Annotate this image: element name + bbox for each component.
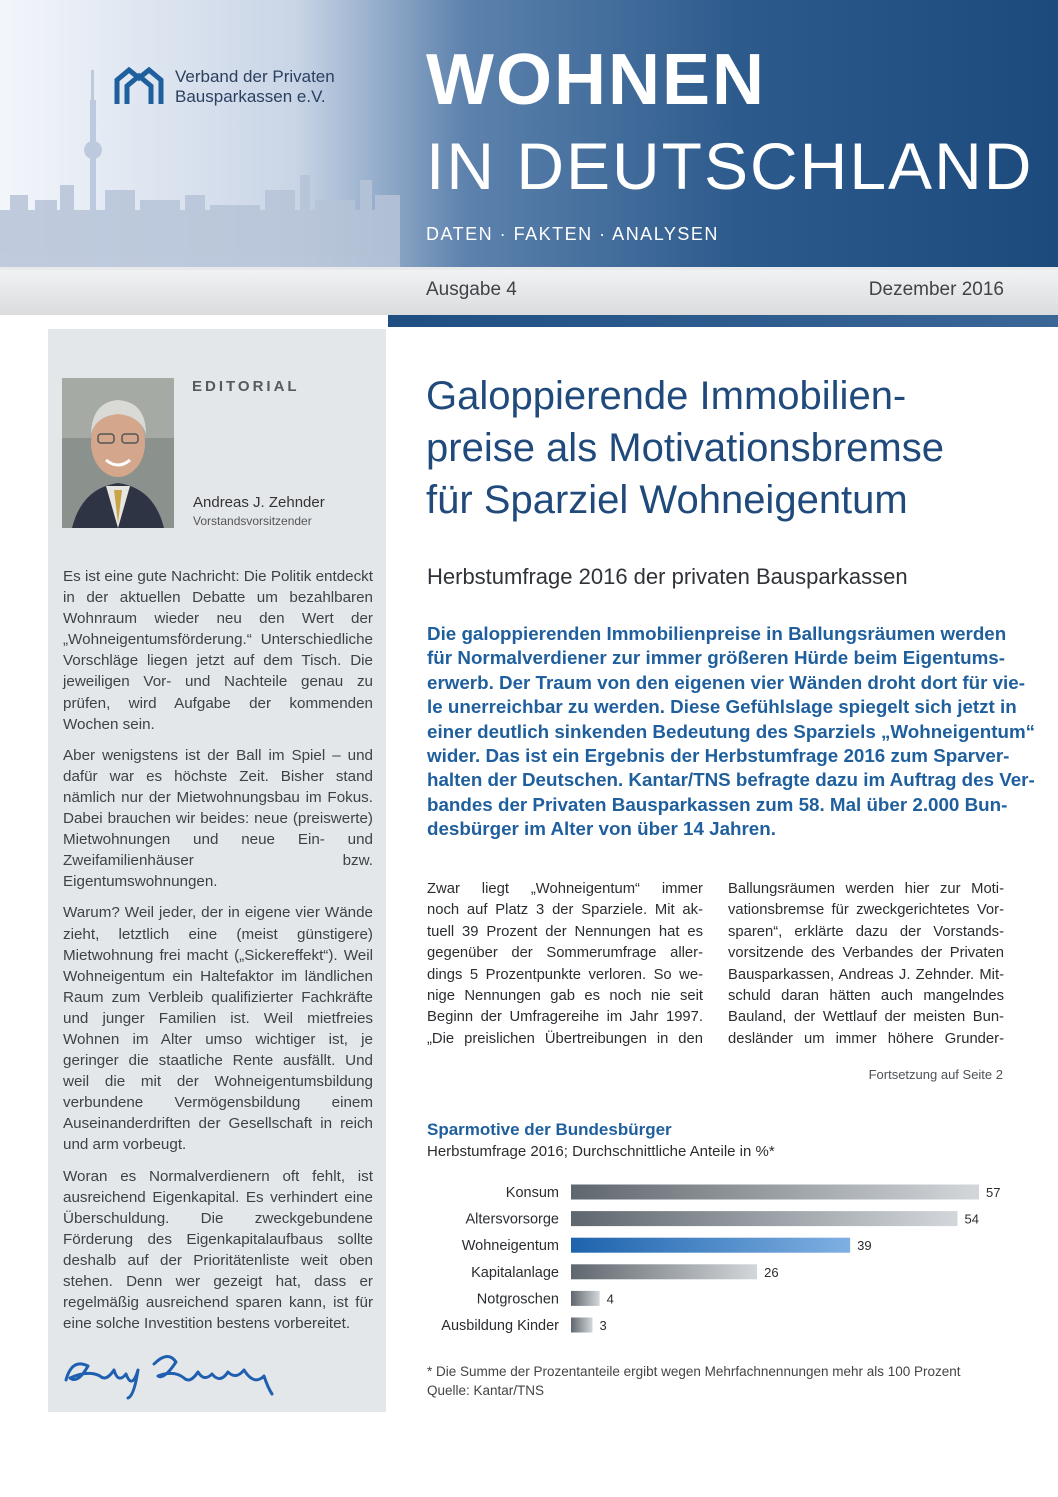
bar-notgroschen [571,1291,600,1306]
publication-title-line2: IN DEUTSCHLAND [426,129,1034,203]
author-portrait [62,378,174,528]
bar-ausbildung-kinder [571,1318,592,1333]
lead-line: einer deutlich sinkenden Bedeutung des Sparziels „Wohneigentum“ [427,720,1036,742]
continued-on-page-link[interactable]: Fortsetzung auf Seite 2 [868,1067,1003,1082]
publication-tagline: DATEN · FAKTEN · ANALYSEN [426,224,719,244]
publication-title-line1: WOHNEN [426,40,766,120]
article-headline [426,370,1026,526]
headline-line-2: preise als Motivationsbremse [426,426,944,470]
bar-category-label: Kapitalanlage [471,1264,559,1281]
vdpb-logo-icon [113,62,165,106]
editorial-paragraph-1: Es ist eine gute Nachricht: Die Politik entdeckt in der aktuellen Debatte um bezahlbaren Wohnraum wieder neu den Wert der „Wohneigentumsförderung.“ Unterschiedliche Vorschläge liegen jetzt auf dem Tisch. Die jeweiligen Vor- und Nachteile genau zu prüfen, wird Aufgabe der kommenden Wochen sein. [63,568,373,733]
lead-line: desbürger im Alter von über 14 Jahren. [427,818,776,840]
column-line: noch auf Platz 3 der Sparziele. Mit ak- [427,902,703,919]
bar-value-label: 3 [599,1318,607,1333]
lead-line: le unerreichbar zu werden. Diese Gefühlslage spiegelt sich jetzt in [427,696,1017,718]
column-line: vationsbremse für zweckgerichtetes Vor- [728,902,1004,919]
article-subhead: Herbstumfrage 2016 der privaten Bausparkassen [427,564,908,589]
lead-line: erwerb. Der Traum von den eigenen vier Wänden droht dort für vie- [427,671,1025,693]
column-line: sparen“, erklärte dazu der Vorstands- [728,923,1004,940]
editorial-text [63,566,373,1344]
bar-konsum [571,1185,979,1200]
lead-line: bandes der Privaten Bausparkassen zum 58. Mal über 2.000 Bun- [427,793,1008,815]
bar-value-label: 4 [606,1291,614,1307]
column-line: gegenüber der Sommerumfrage aller- [427,945,703,962]
editorial-paragraph-4: Woran es Normalverdienern oft fehlt, ist ausreichend Eigenkapital. Es verhindert eine Überschuldung. Die zweckgebundene Förderung des Eigenkapitalaufbaus sollte deshalb auf der Prioritätenliste weit oben stehen. Denn wer gezeigt hat, dass er regelmäßig ausreichend sparen kann, ist für eine solche Investition bestens vorbereitet. [63,1167,373,1333]
column-line: Ballungsräumen werden hier zur Moti- [728,881,1004,897]
masthead [0,0,1058,267]
column-line: desländer um immer höhere Grunder- [728,1030,1004,1047]
bar-category-label: Konsum [505,1185,559,1201]
column-line: vorsitzende des Verbandes der Privaten [728,945,1004,962]
chart-title: Sparmotive der Bundesbürger [427,1120,672,1139]
headline-line-3: für Sparziel Wohneigentum [426,478,908,522]
chart-source: Quelle: Kantar/TNS [427,1383,545,1398]
bar-value-label: 57 [986,1185,1001,1200]
bar-category-label: Wohneigentum [461,1238,559,1255]
lead-line: für Normalverdiener zur immer größeren Hürde beim Eigentums- [427,647,1005,669]
bar-value-label: 54 [964,1211,979,1227]
bar-value-label: 26 [764,1264,779,1280]
bar-value-label: 39 [857,1238,872,1254]
org-name-line1: Verband der Privaten [175,67,335,86]
editorial-label: EDITORIAL [192,378,300,395]
author-name: Andreas J. Zehnder [193,494,325,511]
bar-category-label: Ausbildung Kinder [441,1318,559,1334]
issue-date: Dezember 2016 [868,279,1004,300]
header-divider [388,315,1058,327]
column-line: Beginn der Umfragereihe im Jahr 1997. [427,1009,703,1026]
headline-line-1: Galoppierende Immobilien- [426,374,907,418]
author-role: Vorstandsvorsitzender [193,514,312,528]
lead-line: halten der Deutschen. Kantar/TNS befragte dazu im Auftrag des Ver- [427,769,1035,791]
issue-number: Ausgabe 4 [426,279,517,300]
bar-kapitalanlage [571,1264,757,1279]
bar-category-label: Altersvorsorge [465,1211,559,1228]
column-line: dings 5 Prozentpunkte verloren. So we- [427,966,703,983]
column-line: Zwar liegt „Wohneigentum“ immer [427,881,703,897]
column-line: schuld daran hätten auch mangelndes [728,988,1004,1005]
article-column-1 [427,879,703,1050]
org-name-line2: Bausparkassen e.V. [175,87,326,106]
savings-motives-bar-chart [410,1180,1030,1350]
column-line: Bauland, der Wettlauf der meisten Bun- [728,1009,1004,1026]
city-skyline-graphic [0,0,400,267]
organization-name [175,67,335,107]
column-line: Bausparkassen, Andreas J. Zehnder. Mit- [728,966,1004,983]
bar-category-label: Notgroschen [476,1291,559,1308]
author-signature [58,1340,278,1400]
lead-line: Die galoppierenden Immobilienpreise in Ballungsräumen werden [427,623,1007,644]
article-lead [427,622,1036,842]
article-column-2 [728,879,1004,1050]
editorial-paragraph-3: Warum? Weil jeder, der in eigene vier Wände zieht, letztlich eine (meist günstigere) Mietwohnung frei macht („Sickereffekt“). Weil Wohneigentum ein Haltefaktor im ländlichen Raum zum Verbleib qualifizierter Fachkräfte und junger Familien ist. Weil mietfreies Wohnen im Alter umso wichtiger ist, je geringer die staatliche Rente ausfällt. Und weil die mit der Wohneigentumsbildung verbundene Vermögensbildung einem Auseinanderdriften der Gesellschaft in reich und arm vorbeugt. [63,904,373,1154]
lead-line: wider. Das ist ein Ergebnis der Herbstumfrage 2016 zum Sparver- [427,745,1010,767]
column-line: nige Nennungen gab es noch nie seit [427,988,703,1005]
bar-altersvorsorge [571,1211,958,1226]
column-line: „Die preislichen Übertreibungen in den [427,1030,703,1047]
chart-subtitle: Herbstumfrage 2016; Durchschnittliche Anteile in %* [427,1143,775,1160]
column-line: tuell 39 Prozent der Nennungen hat es [427,923,703,940]
editorial-paragraph-2: Aber wenigstens ist der Ball im Spiel – und dafür war es höchste Zeit. Bisher stand nämlich nur der Mietwohnungsbau im Fokus. Dabei brauchen wir beides: neue (preiswerte) Mietwohnungen und neue Ein- und Zweifamilienhäuser bzw. Eigentumswohnungen. [63,746,373,891]
chart-footnote: * Die Summe der Prozentanteile ergibt wegen Mehrfachnennungen mehr als 100 Prozent [427,1364,961,1379]
bar-wohneigentum [571,1238,850,1253]
